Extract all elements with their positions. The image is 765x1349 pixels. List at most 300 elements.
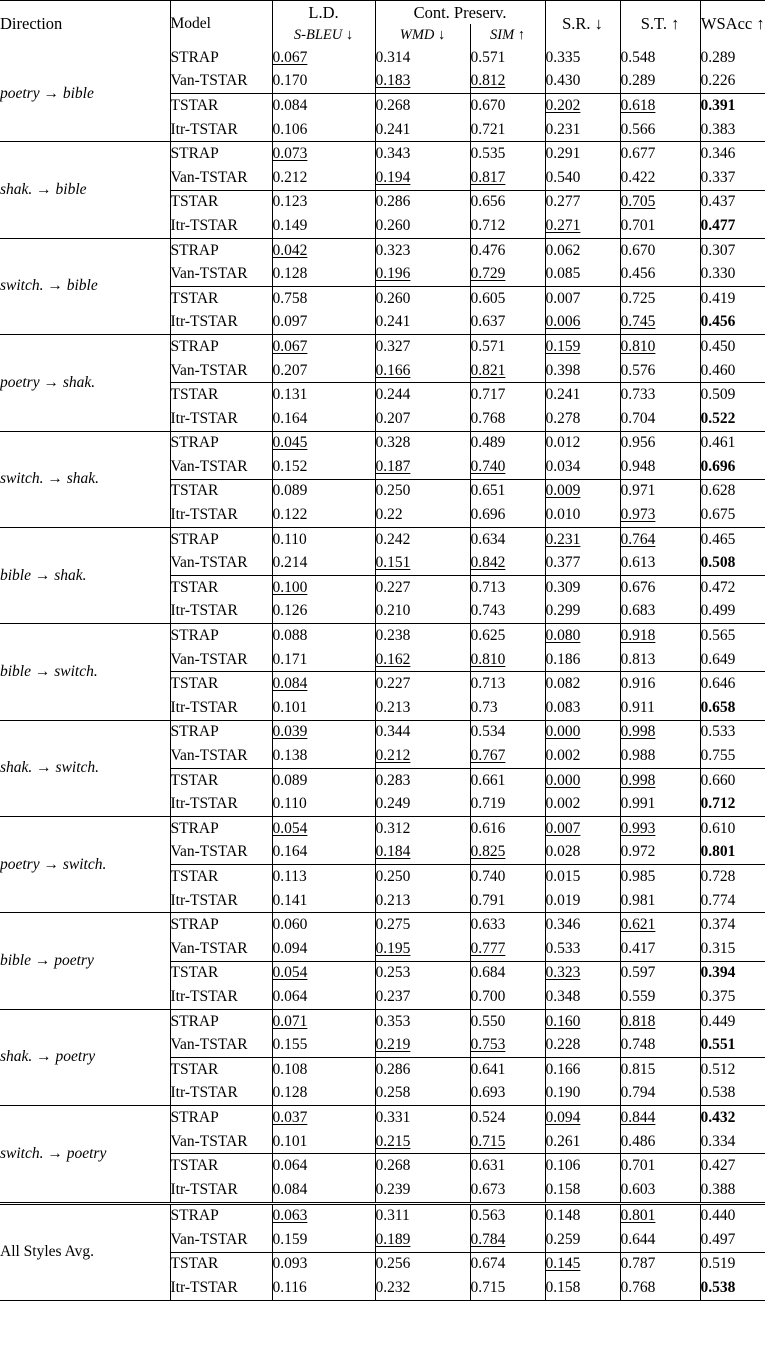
- model-label: STRAP: [170, 335, 272, 359]
- model-label: Van-TSTAR: [170, 648, 272, 672]
- column-header-sbleu: S-BLEU ↓: [272, 24, 375, 46]
- cell-sim: 0.631: [470, 1154, 545, 1178]
- cell-st: 0.701: [620, 1154, 700, 1178]
- cell-st: 0.801: [620, 1203, 700, 1228]
- cell-sim: 0.715: [470, 1130, 545, 1154]
- direction-label: switch. → poetry: [0, 1106, 170, 1203]
- cell-wsacc: 0.226: [700, 70, 765, 94]
- cell-wsacc: 0.660: [700, 768, 765, 792]
- cell-st: 0.998: [620, 768, 700, 792]
- table-row: [0, 431, 765, 455]
- direction-label: shak. → poetry: [0, 1009, 170, 1105]
- cell-wsacc: 0.499: [700, 600, 765, 624]
- cell-sr: 0.028: [545, 841, 620, 865]
- cell-wsacc: 0.307: [700, 238, 765, 262]
- cell-st: 0.988: [620, 744, 700, 768]
- cell-wsacc: 0.374: [700, 913, 765, 937]
- cell-sr: 0.019: [545, 889, 620, 913]
- cell-wsacc: 0.394: [700, 961, 765, 985]
- cell-sim: 0.713: [470, 576, 545, 600]
- cell-sim: 0.651: [470, 479, 545, 503]
- cell-sim: 0.571: [470, 335, 545, 359]
- model-label: STRAP: [170, 624, 272, 648]
- cell-sbleu: 0.207: [272, 359, 375, 383]
- cell-wsacc: 0.712: [700, 792, 765, 816]
- model-label: Van-TSTAR: [170, 70, 272, 94]
- cell-sim: 0.791: [470, 889, 545, 913]
- cell-sim: 0.616: [470, 817, 545, 841]
- model-label: Van-TSTAR: [170, 166, 272, 190]
- cell-wmd: 0.328: [375, 431, 470, 455]
- model-label: STRAP: [170, 720, 272, 744]
- cell-st: 0.603: [620, 1178, 700, 1203]
- model-label: TSTAR: [170, 672, 272, 696]
- cell-sr: 0.241: [545, 383, 620, 407]
- model-label: TSTAR: [170, 961, 272, 985]
- table-row: [0, 624, 765, 648]
- cell-sr: 0.148: [545, 1203, 620, 1228]
- cell-sr: 0.202: [545, 94, 620, 118]
- cell-wsacc: 0.649: [700, 648, 765, 672]
- cell-sim: 0.489: [470, 431, 545, 455]
- cell-st: 0.670: [620, 238, 700, 262]
- cell-sbleu: 0.060: [272, 913, 375, 937]
- cell-sbleu: 0.084: [272, 94, 375, 118]
- cell-sim: 0.563: [470, 1203, 545, 1228]
- cell-sbleu: 0.088: [272, 624, 375, 648]
- cell-wsacc: 0.565: [700, 624, 765, 648]
- direction-label: shak. → switch.: [0, 720, 170, 816]
- cell-wmd: 0.238: [375, 624, 470, 648]
- model-label: TSTAR: [170, 865, 272, 889]
- cell-sr: 0.166: [545, 1057, 620, 1081]
- cell-st: 0.548: [620, 46, 700, 70]
- cell-wmd: 0.242: [375, 527, 470, 551]
- table-row: [0, 913, 765, 937]
- cell-sbleu: 0.064: [272, 1154, 375, 1178]
- cell-sim: 0.535: [470, 142, 545, 166]
- cell-st: 0.748: [620, 1033, 700, 1057]
- cell-wmd: 0.268: [375, 94, 470, 118]
- cell-wmd: 0.327: [375, 335, 470, 359]
- cell-sim: 0.715: [470, 1276, 545, 1300]
- cell-wsacc: 0.456: [700, 311, 765, 335]
- cell-sbleu: 0.164: [272, 841, 375, 865]
- cell-sr: 0.278: [545, 407, 620, 431]
- cell-sbleu: 0.067: [272, 335, 375, 359]
- cell-sr: 0.291: [545, 142, 620, 166]
- cell-wsacc: 0.472: [700, 576, 765, 600]
- cell-st: 0.559: [620, 985, 700, 1009]
- model-label: Itr-TSTAR: [170, 600, 272, 624]
- model-label: Itr-TSTAR: [170, 1178, 272, 1203]
- cell-sr: 0.000: [545, 768, 620, 792]
- cell-sbleu: 0.071: [272, 1009, 375, 1033]
- cell-wsacc: 0.330: [700, 262, 765, 286]
- cell-sim: 0.637: [470, 311, 545, 335]
- cell-st: 0.576: [620, 359, 700, 383]
- model-label: Van-TSTAR: [170, 1033, 272, 1057]
- cell-st: 0.818: [620, 1009, 700, 1033]
- model-label: Itr-TSTAR: [170, 311, 272, 335]
- column-header-group-ld: L.D.: [272, 1, 375, 25]
- model-label: STRAP: [170, 238, 272, 262]
- column-header-direction: Direction: [0, 1, 170, 47]
- cell-wmd: 0.250: [375, 865, 470, 889]
- table-row: [0, 720, 765, 744]
- cell-wsacc: 0.432: [700, 1106, 765, 1130]
- cell-sim: 0.693: [470, 1082, 545, 1106]
- direction-label: poetry → shak.: [0, 335, 170, 431]
- cell-st: 0.911: [620, 696, 700, 720]
- model-label: TSTAR: [170, 1252, 272, 1276]
- cell-sr: 0.261: [545, 1130, 620, 1154]
- cell-sr: 0.159: [545, 335, 620, 359]
- cell-wmd: 0.22: [375, 503, 470, 527]
- cell-wsacc: 0.334: [700, 1130, 765, 1154]
- cell-wsacc: 0.461: [700, 431, 765, 455]
- model-label: TSTAR: [170, 1154, 272, 1178]
- model-label: TSTAR: [170, 94, 272, 118]
- header-row-primary: [0, 1, 765, 25]
- cell-sbleu: 0.155: [272, 1033, 375, 1057]
- cell-wmd: 0.256: [375, 1252, 470, 1276]
- cell-sim: 0.684: [470, 961, 545, 985]
- cell-st: 0.613: [620, 551, 700, 575]
- cell-sr: 0.231: [545, 118, 620, 142]
- cell-wsacc: 0.508: [700, 551, 765, 575]
- cell-wsacc: 0.315: [700, 937, 765, 961]
- cell-sim: 0.673: [470, 1178, 545, 1203]
- cell-st: 0.597: [620, 961, 700, 985]
- cell-sr: 0.158: [545, 1178, 620, 1203]
- cell-wmd: 0.323: [375, 238, 470, 262]
- cell-sbleu: 0.164: [272, 407, 375, 431]
- cell-st: 0.844: [620, 1106, 700, 1130]
- cell-wsacc: 0.538: [700, 1082, 765, 1106]
- cell-sim: 0.721: [470, 118, 545, 142]
- cell-sbleu: 0.084: [272, 672, 375, 696]
- cell-sbleu: 0.214: [272, 551, 375, 575]
- model-label: STRAP: [170, 817, 272, 841]
- cell-st: 0.618: [620, 94, 700, 118]
- cell-sbleu: 0.093: [272, 1252, 375, 1276]
- cell-sr: 0.006: [545, 311, 620, 335]
- cell-st: 0.683: [620, 600, 700, 624]
- cell-wmd: 0.249: [375, 792, 470, 816]
- cell-sim: 0.633: [470, 913, 545, 937]
- cell-sr: 0.000: [545, 720, 620, 744]
- model-label: Van-TSTAR: [170, 455, 272, 479]
- model-label: Van-TSTAR: [170, 937, 272, 961]
- cell-sr: 0.430: [545, 70, 620, 94]
- cell-wsacc: 0.460: [700, 359, 765, 383]
- column-header-sr: S.R. ↓: [545, 1, 620, 47]
- cell-wsacc: 0.774: [700, 889, 765, 913]
- model-label: Van-TSTAR: [170, 262, 272, 286]
- cell-sbleu: 0.101: [272, 696, 375, 720]
- cell-wmd: 0.210: [375, 600, 470, 624]
- model-label: TSTAR: [170, 768, 272, 792]
- cell-sr: 0.348: [545, 985, 620, 1009]
- direction-label: poetry → switch.: [0, 817, 170, 913]
- cell-wsacc: 0.388: [700, 1178, 765, 1203]
- cell-wmd: 0.196: [375, 262, 470, 286]
- cell-wsacc: 0.519: [700, 1252, 765, 1276]
- cell-sim: 0.810: [470, 648, 545, 672]
- cell-st: 0.644: [620, 1228, 700, 1252]
- cell-st: 0.566: [620, 118, 700, 142]
- cell-sr: 0.277: [545, 190, 620, 214]
- cell-sbleu: 0.039: [272, 720, 375, 744]
- cell-sr: 0.309: [545, 576, 620, 600]
- cell-st: 0.289: [620, 70, 700, 94]
- cell-sbleu: 0.045: [272, 431, 375, 455]
- cell-sr: 0.007: [545, 817, 620, 841]
- cell-sbleu: 0.110: [272, 792, 375, 816]
- cell-wmd: 0.194: [375, 166, 470, 190]
- cell-sbleu: 0.116: [272, 1276, 375, 1300]
- table-body: [0, 46, 765, 1300]
- cell-wsacc: 0.512: [700, 1057, 765, 1081]
- cell-sim: 0.713: [470, 672, 545, 696]
- column-header-group-cont-preserv: Cont. Preserv.: [375, 1, 545, 25]
- cell-sim: 0.740: [470, 455, 545, 479]
- cell-st: 0.733: [620, 383, 700, 407]
- cell-sbleu: 0.097: [272, 311, 375, 335]
- cell-wmd: 0.241: [375, 311, 470, 335]
- cell-wsacc: 0.696: [700, 455, 765, 479]
- model-label: TSTAR: [170, 190, 272, 214]
- cell-st: 0.768: [620, 1276, 700, 1300]
- cell-sbleu: 0.170: [272, 70, 375, 94]
- cell-sbleu: 0.084: [272, 1178, 375, 1203]
- cell-wsacc: 0.533: [700, 720, 765, 744]
- model-label: Itr-TSTAR: [170, 503, 272, 527]
- column-header-st: S.T. ↑: [620, 1, 700, 47]
- cell-sim: 0.817: [470, 166, 545, 190]
- cell-wsacc: 0.465: [700, 527, 765, 551]
- model-label: TSTAR: [170, 1057, 272, 1081]
- cell-sim: 0.656: [470, 190, 545, 214]
- table-row: [0, 1009, 765, 1033]
- cell-wmd: 0.227: [375, 576, 470, 600]
- model-label: Van-TSTAR: [170, 744, 272, 768]
- cell-wmd: 0.207: [375, 407, 470, 431]
- model-label: STRAP: [170, 1009, 272, 1033]
- cell-wmd: 0.244: [375, 383, 470, 407]
- cell-sr: 0.062: [545, 238, 620, 262]
- model-label: Itr-TSTAR: [170, 696, 272, 720]
- cell-wsacc: 0.337: [700, 166, 765, 190]
- cell-sbleu: 0.758: [272, 286, 375, 310]
- model-label: Itr-TSTAR: [170, 792, 272, 816]
- cell-st: 0.422: [620, 166, 700, 190]
- cell-sim: 0.670: [470, 94, 545, 118]
- cell-wmd: 0.187: [375, 455, 470, 479]
- cell-sr: 0.083: [545, 696, 620, 720]
- cell-sr: 0.398: [545, 359, 620, 383]
- cell-sim: 0.534: [470, 720, 545, 744]
- cell-wsacc: 0.419: [700, 286, 765, 310]
- cell-wmd: 0.286: [375, 190, 470, 214]
- cell-sbleu: 0.054: [272, 961, 375, 985]
- model-label: Itr-TSTAR: [170, 985, 272, 1009]
- model-label: Van-TSTAR: [170, 359, 272, 383]
- model-label: STRAP: [170, 46, 272, 70]
- table-header: [0, 1, 765, 47]
- cell-sr: 0.009: [545, 479, 620, 503]
- cell-wsacc: 0.551: [700, 1033, 765, 1057]
- cell-st: 0.621: [620, 913, 700, 937]
- cell-st: 0.704: [620, 407, 700, 431]
- cell-wmd: 0.227: [375, 672, 470, 696]
- cell-wsacc: 0.646: [700, 672, 765, 696]
- table-row: [0, 1106, 765, 1130]
- cell-sbleu: 0.138: [272, 744, 375, 768]
- cell-sim: 0.524: [470, 1106, 545, 1130]
- cell-sim: 0.719: [470, 792, 545, 816]
- cell-sbleu: 0.113: [272, 865, 375, 889]
- cell-wsacc: 0.658: [700, 696, 765, 720]
- direction-label: shak. → bible: [0, 142, 170, 238]
- column-header-wmd: WMD ↓: [375, 24, 470, 46]
- cell-wmd: 0.215: [375, 1130, 470, 1154]
- cell-sr: 0.228: [545, 1033, 620, 1057]
- direction-label: bible → shak.: [0, 527, 170, 623]
- cell-sbleu: 0.131: [272, 383, 375, 407]
- cell-wsacc: 0.801: [700, 841, 765, 865]
- cell-wmd: 0.213: [375, 696, 470, 720]
- cell-wsacc: 0.538: [700, 1276, 765, 1300]
- cell-sbleu: 0.122: [272, 503, 375, 527]
- cell-st: 0.486: [620, 1130, 700, 1154]
- model-label: TSTAR: [170, 479, 272, 503]
- cell-st: 0.916: [620, 672, 700, 696]
- cell-sim: 0.768: [470, 407, 545, 431]
- cell-sim: 0.696: [470, 503, 545, 527]
- cell-st: 0.701: [620, 214, 700, 238]
- cell-sim: 0.605: [470, 286, 545, 310]
- cell-wsacc: 0.477: [700, 214, 765, 238]
- cell-sim: 0.717: [470, 383, 545, 407]
- cell-st: 0.745: [620, 311, 700, 335]
- model-label: TSTAR: [170, 286, 272, 310]
- model-label: Itr-TSTAR: [170, 407, 272, 431]
- cell-st: 0.971: [620, 479, 700, 503]
- cell-st: 0.787: [620, 1252, 700, 1276]
- cell-wmd: 0.344: [375, 720, 470, 744]
- cell-wsacc: 0.383: [700, 118, 765, 142]
- cell-sr: 0.002: [545, 792, 620, 816]
- cell-wmd: 0.184: [375, 841, 470, 865]
- model-label: Itr-TSTAR: [170, 1276, 272, 1300]
- cell-sr: 0.007: [545, 286, 620, 310]
- cell-st: 0.985: [620, 865, 700, 889]
- table-row: [0, 1203, 765, 1228]
- cell-sr: 0.015: [545, 865, 620, 889]
- cell-wsacc: 0.375: [700, 985, 765, 1009]
- direction-label: bible → switch.: [0, 624, 170, 720]
- cell-sr: 0.034: [545, 455, 620, 479]
- cell-wmd: 0.162: [375, 648, 470, 672]
- cell-sbleu: 0.101: [272, 1130, 375, 1154]
- cell-sbleu: 0.037: [272, 1106, 375, 1130]
- cell-sbleu: 0.128: [272, 1082, 375, 1106]
- cell-wsacc: 0.522: [700, 407, 765, 431]
- cell-sr: 0.145: [545, 1252, 620, 1276]
- table-row: [0, 527, 765, 551]
- cell-sr: 0.080: [545, 624, 620, 648]
- cell-sr: 0.346: [545, 913, 620, 937]
- cell-sim: 0.767: [470, 744, 545, 768]
- cell-wmd: 0.331: [375, 1106, 470, 1130]
- cell-sbleu: 0.149: [272, 214, 375, 238]
- model-label: STRAP: [170, 431, 272, 455]
- cell-wmd: 0.183: [375, 70, 470, 94]
- cell-sbleu: 0.094: [272, 937, 375, 961]
- cell-sbleu: 0.141: [272, 889, 375, 913]
- cell-sim: 0.842: [470, 551, 545, 575]
- cell-sr: 0.002: [545, 744, 620, 768]
- cell-sim: 0.740: [470, 865, 545, 889]
- cell-st: 0.813: [620, 648, 700, 672]
- cell-sim: 0.476: [470, 238, 545, 262]
- cell-sr: 0.377: [545, 551, 620, 575]
- cell-wmd: 0.283: [375, 768, 470, 792]
- cell-sr: 0.094: [545, 1106, 620, 1130]
- cell-sim: 0.571: [470, 46, 545, 70]
- cell-wmd: 0.275: [375, 913, 470, 937]
- cell-sr: 0.259: [545, 1228, 620, 1252]
- cell-sbleu: 0.106: [272, 118, 375, 142]
- cell-sr: 0.012: [545, 431, 620, 455]
- cell-sbleu: 0.212: [272, 166, 375, 190]
- cell-sim: 0.729: [470, 262, 545, 286]
- cell-st: 0.794: [620, 1082, 700, 1106]
- cell-sbleu: 0.159: [272, 1228, 375, 1252]
- table-row: [0, 142, 765, 166]
- cell-sbleu: 0.054: [272, 817, 375, 841]
- cell-wsacc: 0.675: [700, 503, 765, 527]
- cell-wmd: 0.260: [375, 286, 470, 310]
- model-label: STRAP: [170, 913, 272, 937]
- cell-sbleu: 0.108: [272, 1057, 375, 1081]
- cell-st: 0.705: [620, 190, 700, 214]
- cell-sim: 0.634: [470, 527, 545, 551]
- cell-st: 0.956: [620, 431, 700, 455]
- cell-sr: 0.323: [545, 961, 620, 985]
- cell-wsacc: 0.427: [700, 1154, 765, 1178]
- cell-sbleu: 0.089: [272, 479, 375, 503]
- cell-sbleu: 0.123: [272, 190, 375, 214]
- cell-sbleu: 0.152: [272, 455, 375, 479]
- cell-st: 0.998: [620, 720, 700, 744]
- cell-sr: 0.158: [545, 1276, 620, 1300]
- direction-label: switch. → shak.: [0, 431, 170, 527]
- cell-sr: 0.335: [545, 46, 620, 70]
- cell-wsacc: 0.450: [700, 335, 765, 359]
- cell-wmd: 0.253: [375, 961, 470, 985]
- cell-st: 0.815: [620, 1057, 700, 1081]
- cell-wsacc: 0.391: [700, 94, 765, 118]
- column-header-wsacc: WSAcc ↑: [700, 1, 765, 47]
- cell-wmd: 0.239: [375, 1178, 470, 1203]
- cell-wmd: 0.151: [375, 551, 470, 575]
- model-label: Itr-TSTAR: [170, 1082, 272, 1106]
- cell-sr: 0.540: [545, 166, 620, 190]
- cell-st: 0.973: [620, 503, 700, 527]
